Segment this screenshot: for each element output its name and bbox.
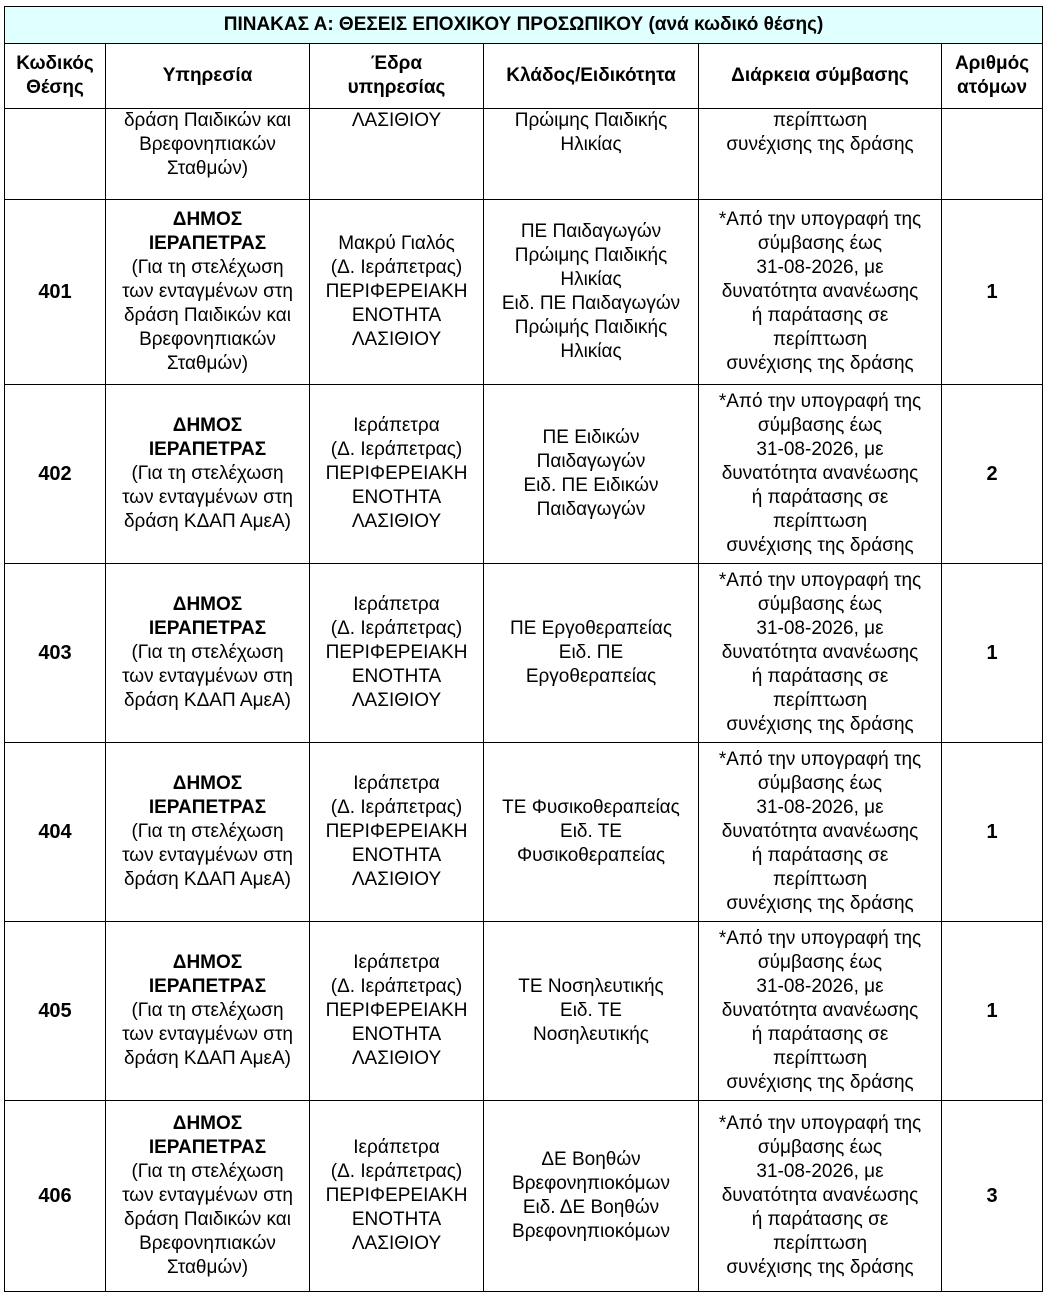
cell-line: δράση Παιδικών και (123, 110, 292, 131)
cell-line: Ειδ. ΠΕ Ειδικών (523, 475, 659, 496)
cont-duration-cell (699, 109, 942, 200)
cell-line: Παιδαγωγών (536, 451, 646, 472)
specialty-cell (484, 385, 699, 564)
cell-line: σύμβασης έως (757, 594, 883, 615)
header-code-line: Θέσης (26, 77, 84, 98)
cell-line: Ιεράπετρα (353, 773, 440, 794)
cell-line: περίπτωση (772, 511, 868, 532)
table-title-suffix: (ανά κωδικό θέσης) (648, 14, 824, 35)
position-code: 406 (5, 1101, 106, 1292)
cell-line: περίπτωση (772, 1233, 868, 1254)
service-cell (106, 564, 310, 743)
cell-line: ΠΕΡΙΦΕΡΕΙΑΚΗ (325, 642, 468, 663)
seat-cell (310, 564, 484, 743)
header-count-line: ατόμων (957, 77, 1028, 98)
header-seat-line: υπηρεσίας (347, 77, 446, 98)
cell-line: Βρεφονηπιοκόμων (512, 1173, 670, 1194)
cell-line: Βρεφονηπιακών (139, 1233, 276, 1254)
cell-line: ΛΑΣΙΘΙΟΥ (351, 1048, 442, 1069)
cell-line: Σταθμών) (166, 1257, 249, 1278)
cell-line: περίπτωση (772, 110, 868, 131)
service-cell (106, 1101, 310, 1292)
cell-line: ΛΑΣΙΘΙΟΥ (351, 869, 442, 890)
cell-line: ΕΝΟΤΗΤΑ (351, 1024, 442, 1045)
cell-line: (Για τη στελέχωση (131, 463, 284, 484)
cell-line: ΠΕΡΙΦΕΡΕΙΑΚΗ (325, 281, 468, 302)
header-count-line: Αριθμός (954, 53, 1030, 74)
cont-seat-cell (310, 109, 484, 200)
cell-line: των ενταγμένων στη (122, 1185, 293, 1206)
table-row (5, 564, 1043, 743)
cell-line: 31-08-2026, με (756, 1161, 884, 1182)
header-code-line: Κωδικός (16, 53, 94, 74)
position-count: 1 (942, 200, 1043, 385)
cell-line: σύμβασης έως (757, 415, 883, 436)
header-duration: Διάρκεια σύμβασης (699, 44, 942, 109)
cell-line: ΛΑΣΙΘΙΟΥ (351, 1233, 442, 1254)
position-code: 404 (5, 743, 106, 922)
positions-table (4, 6, 1043, 1292)
cell-line: δυνατότητα ανανέωσης (721, 1185, 919, 1206)
cell-line: των ενταγμένων στη (122, 281, 293, 302)
position-code: 403 (5, 564, 106, 743)
cell-line: (Για τη στελέχωση (131, 642, 284, 663)
specialty-cell (484, 743, 699, 922)
seat-cell (310, 922, 484, 1101)
cell-line: (Δ. Ιεράπετρας) (330, 257, 463, 278)
header-count (942, 44, 1043, 109)
specialty-cell (484, 922, 699, 1101)
duration-cell (699, 200, 942, 385)
position-count: 1 (942, 564, 1043, 743)
cell-line: 31-08-2026, με (756, 257, 884, 278)
cell-line: συνέχισης της δράσης (726, 1257, 914, 1278)
cell-line: Βρεφονηπιακών (139, 134, 276, 155)
cont-code-cell (5, 109, 106, 200)
cell-line: ΙΕΡΑΠΕΤΡΑΣ (148, 233, 267, 254)
header-row (5, 44, 1043, 109)
cell-line: σύμβασης έως (757, 1137, 883, 1158)
cell-line: δυνατότητα ανανέωσης (721, 281, 919, 302)
cell-line: ΕΝΟΤΗΤΑ (351, 305, 442, 326)
cell-line: Πρώιμής Παιδικής (514, 317, 668, 338)
cell-line: Ειδ. ΤΕ (560, 1000, 622, 1021)
cell-line: ΔΗΜΟΣ (172, 594, 243, 615)
header-seat (310, 44, 484, 109)
service-cell (106, 743, 310, 922)
cell-line: ΠΕΡΙΦΕΡΕΙΑΚΗ (325, 463, 468, 484)
seat-cell (310, 385, 484, 564)
cell-line: 31-08-2026, με (756, 976, 884, 997)
cell-line: Ειδ. ΠΕ Παιδαγωγών (501, 293, 681, 314)
cell-line: δυνατότητα ανανέωσης (721, 642, 919, 663)
cell-line: ή παράτασης σε (751, 1024, 889, 1045)
position-count: 3 (942, 1101, 1043, 1292)
cell-line: ΛΑΣΙΘΙΟΥ (351, 690, 442, 711)
cell-line: δράση ΚΔΑΠ ΑμεΑ) (123, 690, 292, 711)
cell-line: *Από την υπογραφή της (718, 1113, 922, 1134)
table-title-main: ΠΙΝΑΚΑΣ Α: ΘΕΣΕΙΣ ΕΠΟΧΙΚΟΥ ΠΡΟΣΩΠΙΚΟΥ (223, 14, 644, 35)
cell-line: Βρεφονηπιοκόμων (512, 1221, 670, 1242)
cell-line: ΙΕΡΑΠΕΤΡΑΣ (148, 797, 267, 818)
cell-line: *Από την υπογραφή της (718, 928, 922, 949)
duration-cell (699, 385, 942, 564)
cell-line: Σταθμών) (166, 353, 249, 374)
duration-cell (699, 1101, 942, 1292)
cell-line: *Από την υπογραφή της (718, 391, 922, 412)
header-service: Υπηρεσία (106, 44, 310, 109)
position-count: 1 (942, 743, 1043, 922)
cell-line: ΔΕ Βοηθών (541, 1149, 641, 1170)
duration-cell (699, 922, 942, 1101)
cell-line: ή παράτασης σε (751, 1209, 889, 1230)
cell-line: Ηλικίας (560, 269, 622, 290)
cell-line: *Από την υπογραφή της (718, 209, 922, 230)
position-code: 402 (5, 385, 106, 564)
cell-line: (Δ. Ιεράπετρας) (330, 439, 463, 460)
cell-line: δράση ΚΔΑΠ ΑμεΑ) (123, 869, 292, 890)
cell-line: ΤΕ Νοσηλευτικής (518, 976, 664, 997)
cell-line: Σταθμών) (166, 158, 249, 179)
cell-line: (Δ. Ιεράπετρας) (330, 618, 463, 639)
cell-line: ΕΝΟΤΗΤΑ (351, 845, 442, 866)
table-title (5, 7, 1043, 44)
table-body (5, 200, 1043, 1292)
cell-line: Ιεράπετρα (353, 1137, 440, 1158)
cell-line: ΛΑΣΙΘΙΟΥ (351, 110, 442, 131)
position-code: 401 (5, 200, 106, 385)
cell-line: (Για τη στελέχωση (131, 1000, 284, 1021)
cell-line: περίπτωση (772, 329, 868, 350)
seat-cell (310, 200, 484, 385)
header-specialty: Κλάδος/Ειδικότητα (484, 44, 699, 109)
cell-line: σύμβασης έως (757, 773, 883, 794)
cell-line: συνέχισης της δράσης (726, 893, 914, 914)
cell-line: συνέχισης της δράσης (726, 353, 914, 374)
cell-line: δράση Παιδικών και (123, 305, 292, 326)
position-count: 1 (942, 922, 1043, 1101)
position-count: 2 (942, 385, 1043, 564)
cell-line: (Για τη στελέχωση (131, 257, 284, 278)
cell-line: σύμβασης έως (757, 952, 883, 973)
cell-line: ΛΑΣΙΘΙΟΥ (351, 329, 442, 350)
cell-line: περίπτωση (772, 869, 868, 890)
specialty-cell (484, 1101, 699, 1292)
cell-line: Ειδ. ΔΕ Βοηθών (522, 1197, 660, 1218)
cell-line: ΙΕΡΑΠΕΤΡΑΣ (148, 1137, 267, 1158)
cell-line: ή παράτασης σε (751, 487, 889, 508)
cell-line: (Δ. Ιεράπετρας) (330, 976, 463, 997)
position-code: 405 (5, 922, 106, 1101)
cell-line: Πρώιμης Παιδικής (514, 245, 668, 266)
cell-line: Νοσηλευτικής (533, 1024, 649, 1045)
cell-line: Παιδαγωγών (536, 499, 646, 520)
cell-line: Ειδ. ΠΕ (558, 642, 624, 663)
service-cell (106, 922, 310, 1101)
cell-line: συνέχισης της δράσης (726, 535, 914, 556)
cell-line: περίπτωση (772, 690, 868, 711)
cell-line: Ηλικίας (560, 341, 622, 362)
cell-line: ΙΕΡΑΠΕΤΡΑΣ (148, 618, 267, 639)
cell-line: Πρώιμης Παιδικής (514, 110, 668, 131)
cell-line: των ενταγμένων στη (122, 845, 293, 866)
cell-line: (Δ. Ιεράπετρας) (330, 797, 463, 818)
service-cell (106, 200, 310, 385)
cell-line: των ενταγμένων στη (122, 1024, 293, 1045)
cell-line: Ιεράπετρα (353, 415, 440, 436)
header-code (5, 44, 106, 109)
cell-line: ΙΕΡΑΠΕΤΡΑΣ (148, 976, 267, 997)
header-seat-line: Έδρα (370, 53, 423, 74)
cell-line: συνέχισης της δράσης (726, 714, 914, 735)
cell-line: συνέχισης της δράσης (726, 134, 914, 155)
cell-line: Μακρύ Γιαλός (338, 233, 455, 254)
cell-line: Φυσικοθεραπείας (516, 845, 666, 866)
service-cell (106, 385, 310, 564)
cell-line: Ηλικίας (560, 134, 622, 155)
cell-line: ΔΗΜΟΣ (172, 415, 243, 436)
cell-line: ή παράτασης σε (751, 666, 889, 687)
table-row (5, 743, 1043, 922)
cell-line: ΙΕΡΑΠΕΤΡΑΣ (148, 439, 267, 460)
cell-line: Ιεράπετρα (353, 952, 440, 973)
cell-line: ΕΝΟΤΗΤΑ (351, 666, 442, 687)
duration-cell (699, 743, 942, 922)
cell-line: δράση Παιδικών και (123, 1209, 292, 1230)
cell-line: σύμβασης έως (757, 233, 883, 254)
cell-line: 31-08-2026, με (756, 439, 884, 460)
cell-line: συνέχισης της δράσης (726, 1072, 914, 1093)
cell-line: ΛΑΣΙΘΙΟΥ (351, 511, 442, 532)
specialty-cell (484, 564, 699, 743)
cell-line: Ειδ. ΤΕ (560, 821, 622, 842)
cell-line: ΠΕΡΙΦΕΡΕΙΑΚΗ (325, 821, 468, 842)
table-row (5, 200, 1043, 385)
cell-line: των ενταγμένων στη (122, 666, 293, 687)
duration-cell (699, 564, 942, 743)
table-row (5, 1101, 1043, 1292)
cell-line: ΕΝΟΤΗΤΑ (351, 1209, 442, 1230)
cell-line: περίπτωση (772, 1048, 868, 1069)
cell-line: ΔΗΜΟΣ (172, 209, 243, 230)
cell-line: (Για τη στελέχωση (131, 1161, 284, 1182)
cell-line: *Από την υπογραφή της (718, 749, 922, 770)
cell-line: 31-08-2026, με (756, 797, 884, 818)
cont-specialty-cell (484, 109, 699, 200)
seat-cell (310, 743, 484, 922)
cell-line: των ενταγμένων στη (122, 487, 293, 508)
cell-line: ή παράτασης σε (751, 845, 889, 866)
cell-line: ΔΗΜΟΣ (172, 1113, 243, 1134)
cell-line: ΠΕ Παιδαγωγών (520, 221, 662, 242)
cell-line: ΠΕΡΙΦΕΡΕΙΑΚΗ (325, 1000, 468, 1021)
cell-line: δυνατότητα ανανέωσης (721, 463, 919, 484)
cont-count-cell (942, 109, 1043, 200)
cell-line: ΕΝΟΤΗΤΑ (351, 487, 442, 508)
cell-line: ΠΕΡΙΦΕΡΕΙΑΚΗ (325, 1185, 468, 1206)
cell-line: δυνατότητα ανανέωσης (721, 1000, 919, 1021)
cell-line: 31-08-2026, με (756, 618, 884, 639)
cell-line: ΠΕ Ειδικών (542, 427, 640, 448)
table-row (5, 385, 1043, 564)
cell-line: (Για τη στελέχωση (131, 821, 284, 842)
cell-line: δυνατότητα ανανέωσης (721, 821, 919, 842)
cell-line: δράση ΚΔΑΠ ΑμεΑ) (123, 1048, 292, 1069)
cell-line: ή παράτασης σε (751, 305, 889, 326)
cell-line: ΠΕ Εργοθεραπείας (510, 618, 672, 639)
cont-service-cell (106, 109, 310, 200)
specialty-cell (484, 200, 699, 385)
cell-line: ΔΗΜΟΣ (172, 773, 243, 794)
cell-line: (Δ. Ιεράπετρας) (330, 1161, 463, 1182)
cell-line: Βρεφονηπιακών (139, 329, 276, 350)
cell-line: *Από την υπογραφή της (718, 570, 922, 591)
cell-line: δράση ΚΔΑΠ ΑμεΑ) (123, 511, 292, 532)
seat-cell (310, 1101, 484, 1292)
cell-line: Ιεράπετρα (353, 594, 440, 615)
continuation-row (5, 109, 1043, 200)
cell-line: Εργοθεραπείας (525, 666, 657, 687)
table-row (5, 922, 1043, 1101)
cell-line: ΤΕ Φυσικοθεραπείας (502, 797, 680, 818)
cell-line: ΔΗΜΟΣ (172, 952, 243, 973)
